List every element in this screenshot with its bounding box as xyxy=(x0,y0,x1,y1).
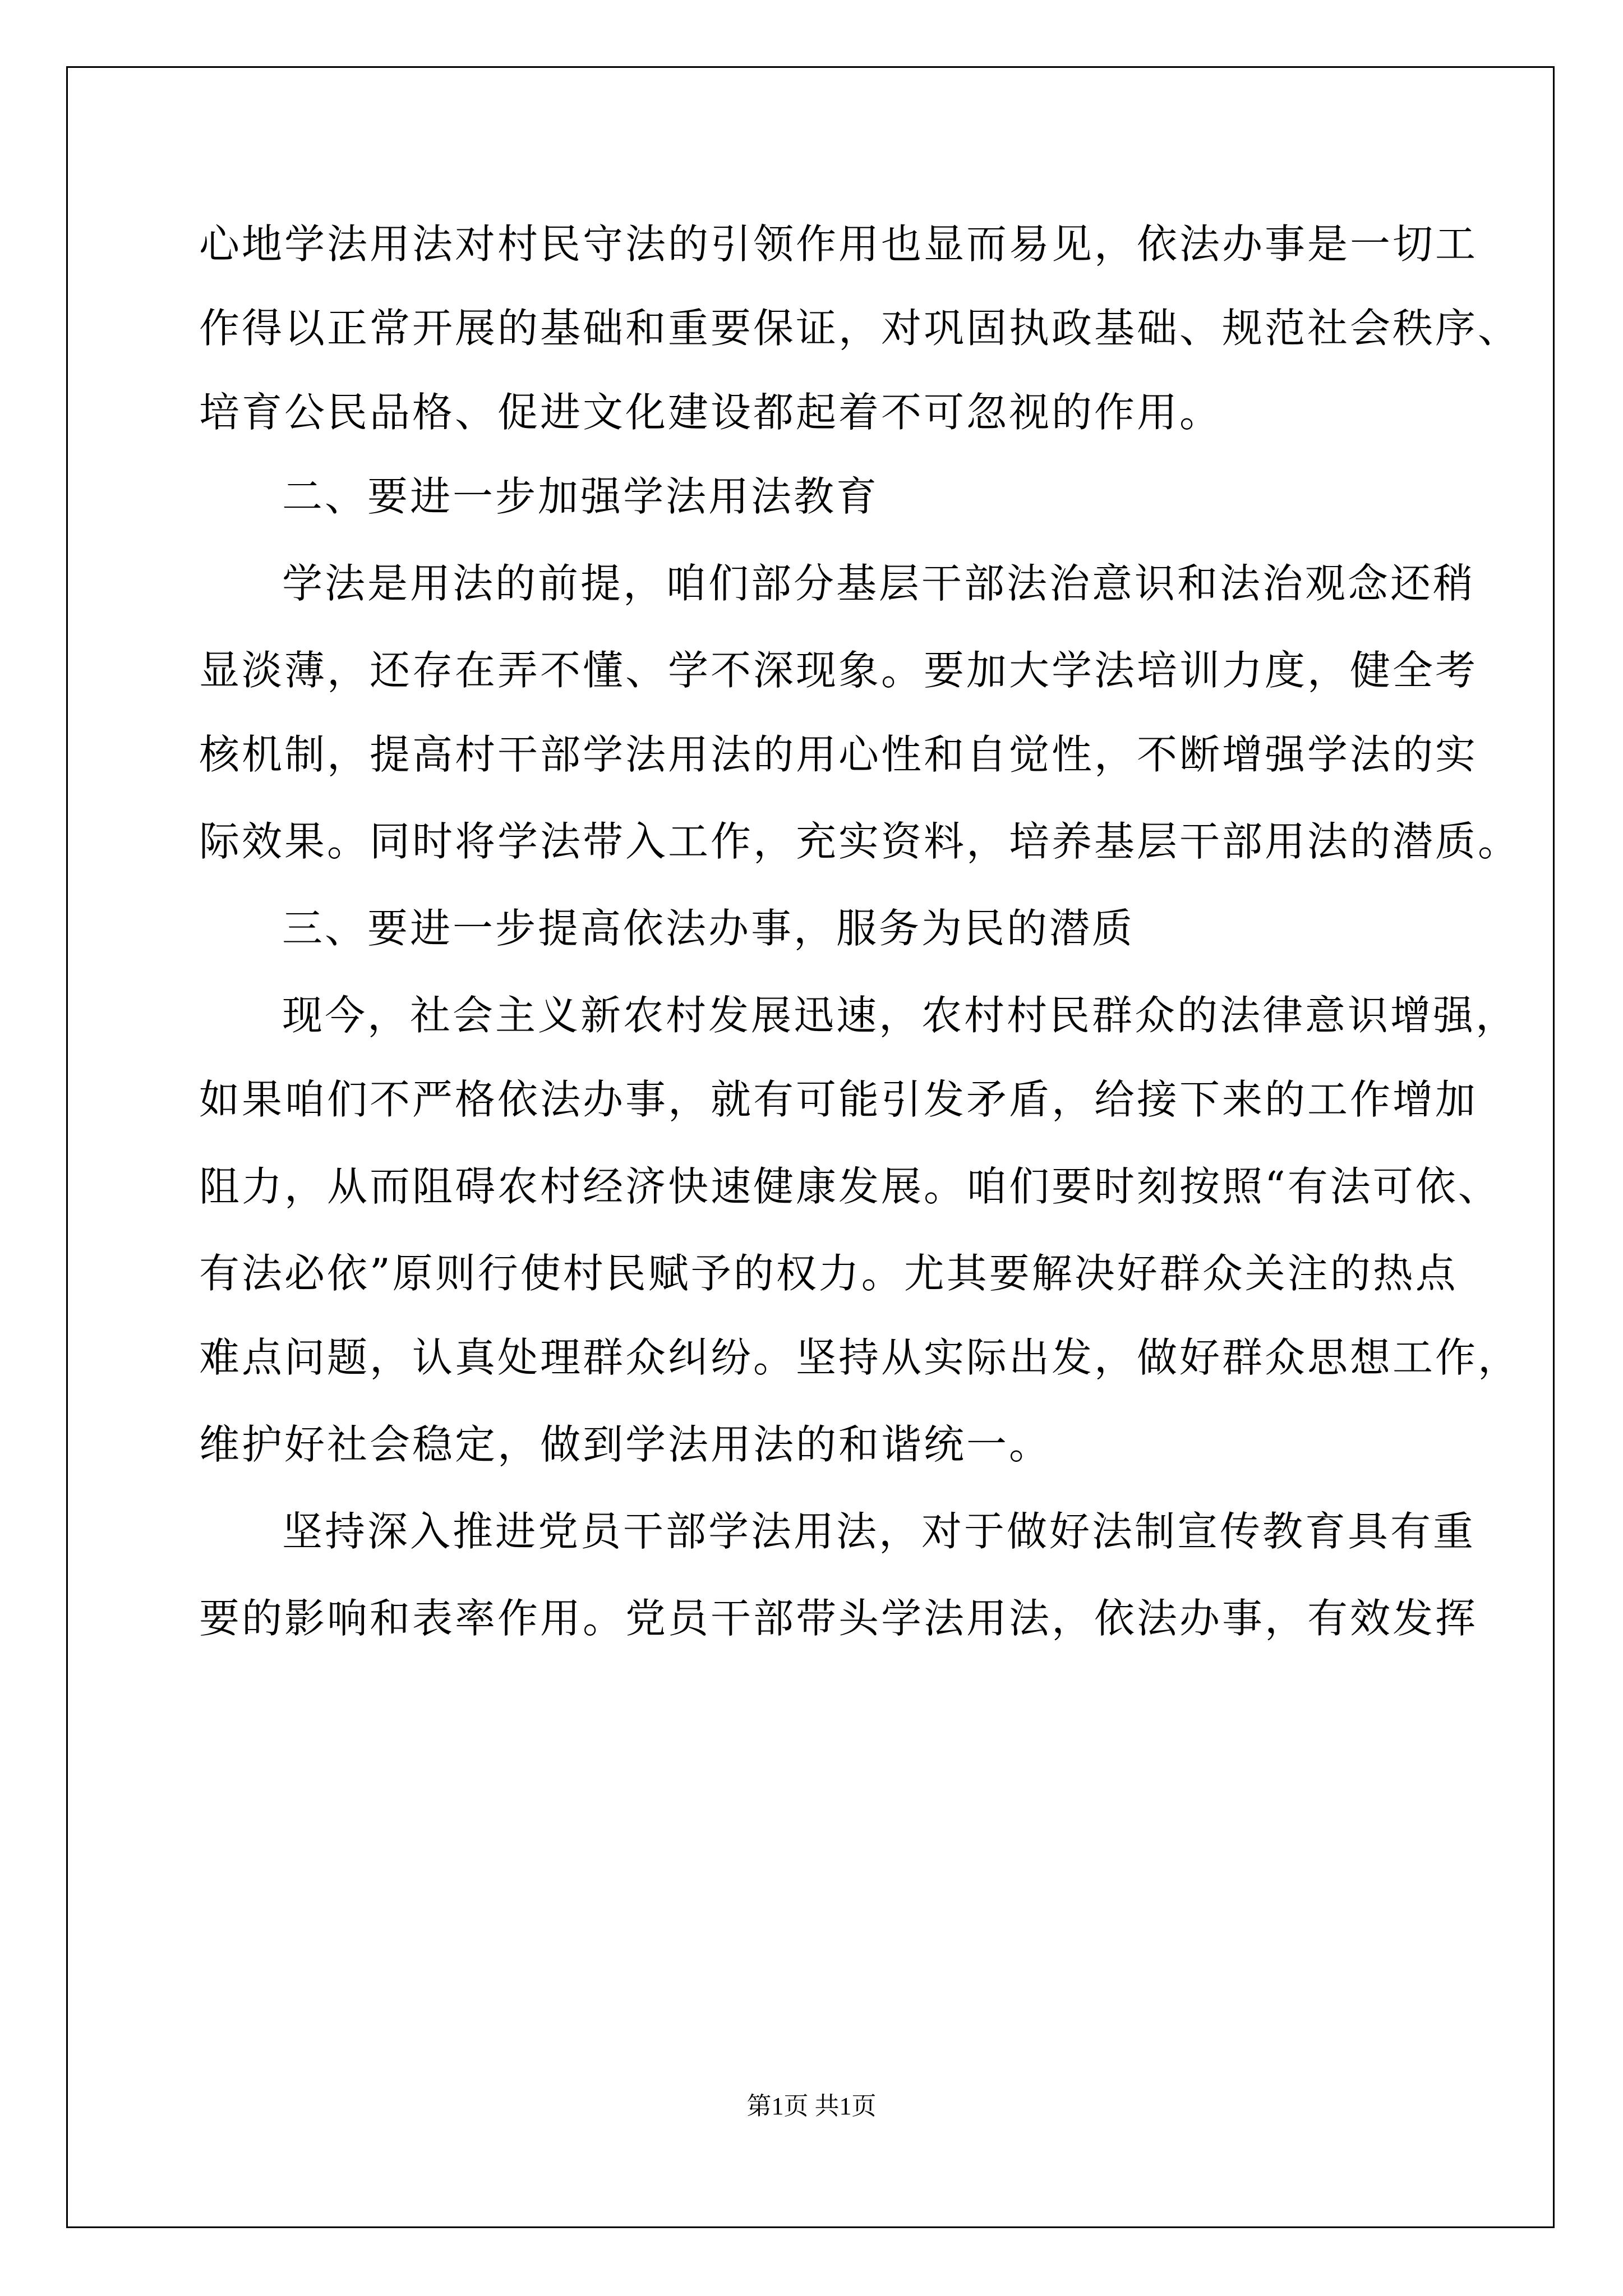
text-line-7: 核机制，提高村干部学法用法的用心性和自觉性，不断增强学法的实 xyxy=(199,731,1478,778)
text-line-8: 际效果。同时将学法带入工作，充实资料，培养基层干部用法的潜质。 xyxy=(199,818,1521,865)
text-line-2: 作得以正常开展的基础和重要保证，对巩固执政基础、规范社会秩序、 xyxy=(199,305,1521,352)
text-line-16: 坚持深入推进党员干部学法用法，对于做好法制宣传教育具有重 xyxy=(282,1508,1476,1555)
section-heading-3: 三、要进一步提高依法办事，服务为民的潜质 xyxy=(282,905,1135,952)
text-line-5: 学法是用法的前提，咱们部分基层干部法治意识和法治观念还稍 xyxy=(282,560,1476,607)
text-line-15: 维护好社会稳定，做到学法用法的和谐统一。 xyxy=(199,1421,1052,1468)
text-line-17: 要的影响和表率作用。党员干部带头学法用法，依法办事，有效发挥 xyxy=(199,1595,1478,1642)
text-line-12: 阻力，从而阻碍农村经济快速健康发展。咱们要时刻按照“有法可依、 xyxy=(199,1163,1501,1210)
section-heading-2: 二、要进一步加强学法用法教育 xyxy=(282,473,879,520)
text-line-10: 现今，社会主义新农村发展迅速，农村村民群众的法律意识增强， xyxy=(282,992,1519,1039)
text-line-6: 显淡薄，还存在弄不懂、学不深现象。要加大学法培训力度，健全考 xyxy=(199,647,1478,694)
text-line-3: 培育公民品格、促进文化建设都起着不可忽视的作用。 xyxy=(199,389,1223,436)
text-line-14: 难点问题，认真处理群众纠纷。坚持从实际出发，做好群众思想工作， xyxy=(199,1334,1521,1381)
text-line-1: 心地学法用法对村民守法的引领作用也显而易见，依法办事是一切工 xyxy=(199,220,1478,268)
text-line-11: 如果咱们不严格依法办事，就有可能引发矛盾，给接下来的工作增加 xyxy=(199,1076,1478,1123)
text-line-13: 有法必依”原则行使村民赋予的权力。尤其要解决好群众关注的热点 xyxy=(199,1250,1458,1297)
page-footer: 第1页 共1页 xyxy=(746,2092,877,2120)
